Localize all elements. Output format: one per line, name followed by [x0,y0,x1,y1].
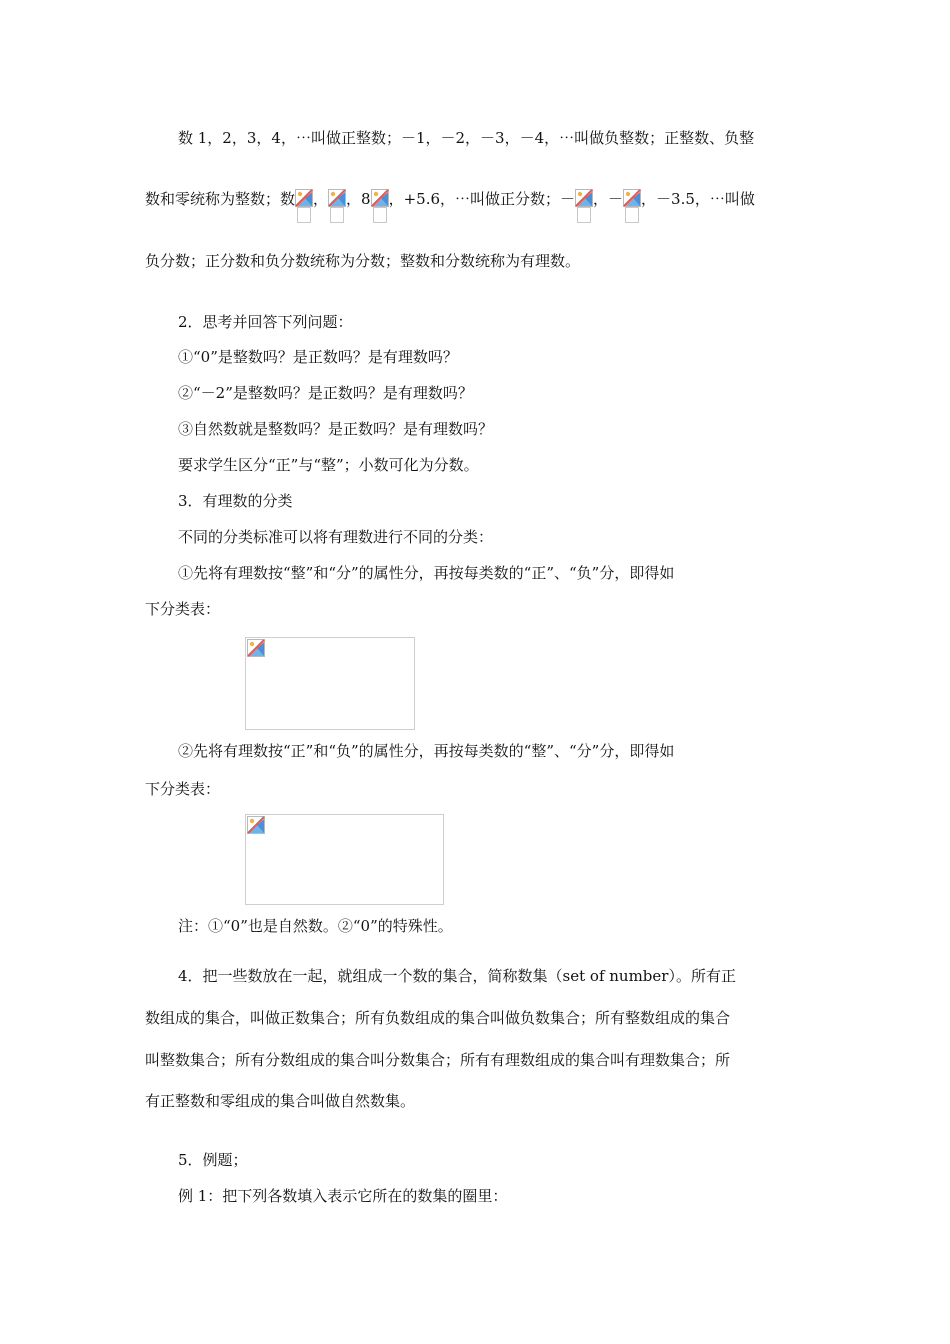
para1-line2-text-e: ，－ [593,190,624,208]
fraction-image-1 [295,189,313,207]
para1-line3: 负分数；正分数和负分数统称为分数；整数和分数统称为有理数。 [145,252,581,270]
broken-image-icon [371,189,389,207]
broken-image-icon [295,189,313,207]
method1-line2: 下分类表： [145,600,221,618]
section4-line1: 4．把一些数放在一起，就组成一个数的集合，简称数集（set of number）。所有正 [178,967,736,985]
section3-heading: 3．有理数的分类 [178,492,293,510]
section5-heading: 5．例题； [178,1151,248,1169]
broken-image-icon [247,639,265,657]
section3-note: 注：①“0”也是自然数。②“0”的特殊性。 [178,917,453,935]
para1-line1: 数 1，2，3，4，⋯叫做正整数；－1，－2，－3，－4，⋯叫做负整数；正整数、负整 [178,129,755,147]
example-1: 例 1：把下列各数填入表示它所在的数集的圈里： [178,1187,508,1205]
para1-line2-text-d: ，+5.6，⋯叫做正分数；－ [388,190,576,208]
fraction-image-4 [575,189,593,207]
classification-table-image-2 [245,814,444,905]
section2-note: 要求学生区分“正”与“整”；小数可化为分数。 [178,456,479,474]
para1-line2-text-c: ，8 [346,190,371,208]
para1-line2-text-f: ，－3.5，⋯叫做 [641,190,755,208]
method1-line1: ①先将有理数按“整”和“分”的属性分，再按每类数的“正”、“负”分，即得如 [178,564,675,582]
broken-image-icon [247,816,265,834]
question-2: ②“－2”是整数吗？是正数吗？是有理数吗？ [178,384,473,402]
broken-image-icon [623,189,641,207]
section2-heading: 2．思考并回答下列问题： [178,313,353,331]
question-3: ③自然数就是整数吗？是正数吗？是有理数吗？ [178,420,494,438]
method2-line2: 下分类表： [145,780,221,798]
para1-line2 [145,189,755,209]
method2-line1: ②先将有理数按“正”和“负”的属性分，再按每类数的“整”、“分”分，即得如 [178,742,675,760]
classification-table-image-1 [245,637,415,730]
section4-line4: 有正整数和零组成的集合叫做自然数集。 [145,1092,416,1110]
fraction-image-3 [371,189,389,207]
broken-image-icon [328,189,346,207]
para1-line2-text-b: ， [313,190,329,208]
para1-line2-text-a: 数和零统称为整数；数 [145,190,296,208]
fraction-image-5 [623,189,641,207]
question-1: ①“0”是整数吗？是正数吗？是有理数吗？ [178,348,458,366]
fraction-image-2 [328,189,346,207]
section3-intro: 不同的分类标准可以将有理数进行不同的分类： [178,528,494,546]
broken-image-icon [575,189,593,207]
section4-line2: 数组成的集合，叫做正数集合；所有负数组成的集合叫做负数集合；所有整数组成的集合 [145,1009,731,1027]
section4-line3: 叫整数集合；所有分数组成的集合叫分数集合；所有有理数组成的集合叫有理数集合；所 [145,1051,731,1069]
